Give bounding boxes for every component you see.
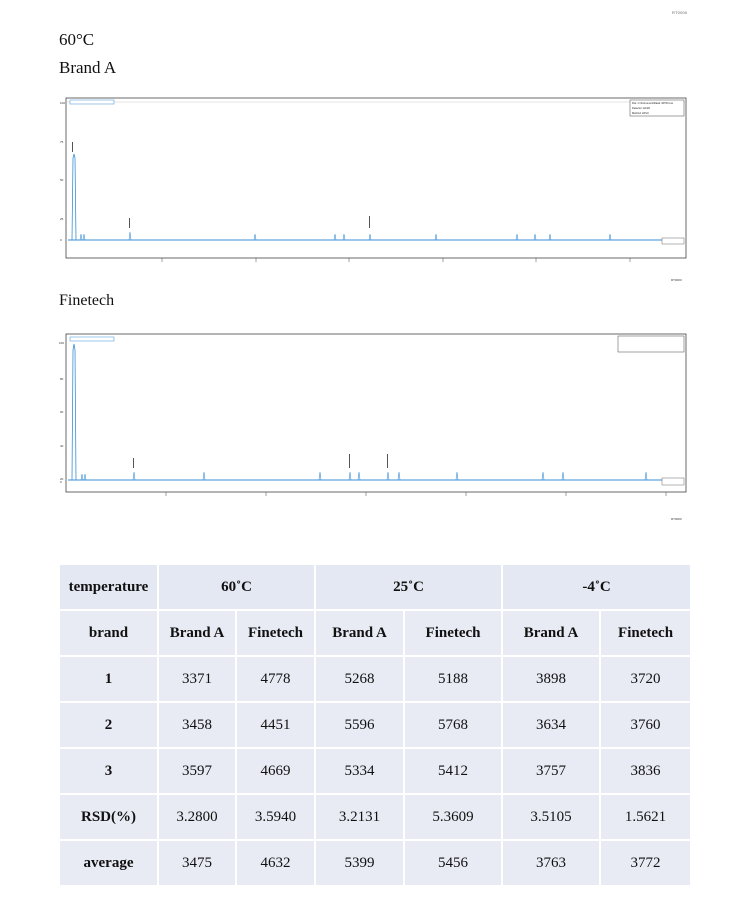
temp-60: 60˚C (158, 564, 315, 610)
value-cell: 3.5940 (236, 794, 315, 840)
table-row (59, 794, 691, 840)
brand-row (59, 610, 691, 656)
title-box (70, 337, 114, 341)
value-cell: 3763 (502, 840, 600, 886)
value-cell: 3.5105 (502, 794, 600, 840)
value-cell: 3.2800 (158, 794, 236, 840)
y-tick-label: 20 (60, 477, 64, 481)
y-tick-label: 80 (60, 377, 64, 381)
plot-frame (66, 98, 686, 258)
temp-minus-4: -4˚C (502, 564, 691, 610)
table-row (59, 702, 691, 748)
legend-line-3: Method: HPLC (632, 112, 650, 115)
row-label: 2 (59, 702, 158, 748)
value-cell: 1.5621 (600, 794, 691, 840)
value-cell: 4632 (236, 840, 315, 886)
temperature-header-row (59, 564, 691, 610)
y-tick-label: 0 (60, 480, 62, 484)
value-cell: 3836 (600, 748, 691, 794)
x-axis-ticks (162, 258, 630, 262)
legend-line-2: Detector: ELSD (632, 107, 651, 110)
value-cell: 3.2131 (315, 794, 404, 840)
value-cell: 3371 (158, 656, 236, 702)
brand-cell: Brand A (315, 610, 404, 656)
y-tick-label: 40 (60, 444, 64, 448)
y-tick-label: 60 (60, 410, 64, 414)
page-corner-tag: RT0000 (672, 10, 688, 15)
main-peak (70, 344, 78, 480)
y-tick-label: 25 (60, 217, 64, 221)
value-cell: 3458 (158, 702, 236, 748)
x-axis-ticks (166, 492, 666, 496)
scale-box (662, 238, 684, 244)
value-cell: 5334 (315, 748, 404, 794)
chromatogram-brand-a (58, 88, 688, 288)
value-cell: 5412 (404, 748, 502, 794)
brand-cell: Finetech (236, 610, 315, 656)
value-cell: 5456 (404, 840, 502, 886)
brand-cell: Finetech (404, 610, 502, 656)
corner-tag: RT0000 (671, 278, 682, 282)
temp-25: 25˚C (315, 564, 502, 610)
value-cell: 4669 (236, 748, 315, 794)
section-brand-a-heading: Brand A (59, 58, 117, 77)
peak-labels (133, 454, 388, 468)
brand-cell: Brand A (502, 610, 600, 656)
temperature-label: temperature (59, 564, 158, 610)
y-tick-label: 75 (60, 140, 64, 144)
value-cell: 3597 (158, 748, 236, 794)
title-box (70, 100, 114, 104)
value-cell: 3760 (600, 702, 691, 748)
section-finetech-heading: Finetech (59, 292, 115, 309)
value-cell: 5399 (315, 840, 404, 886)
scale-box (662, 478, 684, 485)
brand-cell: Finetech (600, 610, 691, 656)
row-label: 1 (59, 656, 158, 702)
value-cell: 3720 (600, 656, 691, 702)
row-label: RSD(%) (59, 794, 158, 840)
value-cell: 3898 (502, 656, 600, 702)
value-cell: 4778 (236, 656, 315, 702)
value-cell: 5.3609 (404, 794, 502, 840)
table-row (59, 656, 691, 702)
row-label: average (59, 840, 158, 886)
section-temperature-heading: 60°C (59, 30, 95, 49)
brand-label: brand (59, 610, 158, 656)
brand-cell: Brand A (158, 610, 236, 656)
minor-peaks (80, 232, 611, 240)
legend-line-1: File: C:\Instrument\Data\..\RT00.csv (632, 102, 674, 105)
main-peak (70, 154, 78, 240)
peak-labels (72, 142, 370, 228)
table-row (59, 748, 691, 794)
value-cell: 3757 (502, 748, 600, 794)
value-cell: 3475 (158, 840, 236, 886)
value-cell: 3772 (600, 840, 691, 886)
table-row (59, 840, 691, 886)
y-tick-label: 100 (60, 101, 66, 105)
plot-frame (66, 334, 686, 492)
y-tick-label: 50 (60, 178, 64, 182)
value-cell: 5268 (315, 656, 404, 702)
chromatogram-finetech (58, 322, 688, 527)
row-label: 3 (59, 748, 158, 794)
results-table (58, 563, 692, 887)
minor-peaks (81, 472, 647, 480)
value-cell: 4451 (236, 702, 315, 748)
value-cell: 5188 (404, 656, 502, 702)
value-cell: 5596 (315, 702, 404, 748)
y-tick-label: 0 (60, 238, 62, 242)
y-tick-label: 100 (59, 341, 65, 345)
value-cell: 3634 (502, 702, 600, 748)
value-cell: 5768 (404, 702, 502, 748)
legend-box (618, 336, 684, 352)
corner-tag: RT0000 (671, 517, 682, 521)
